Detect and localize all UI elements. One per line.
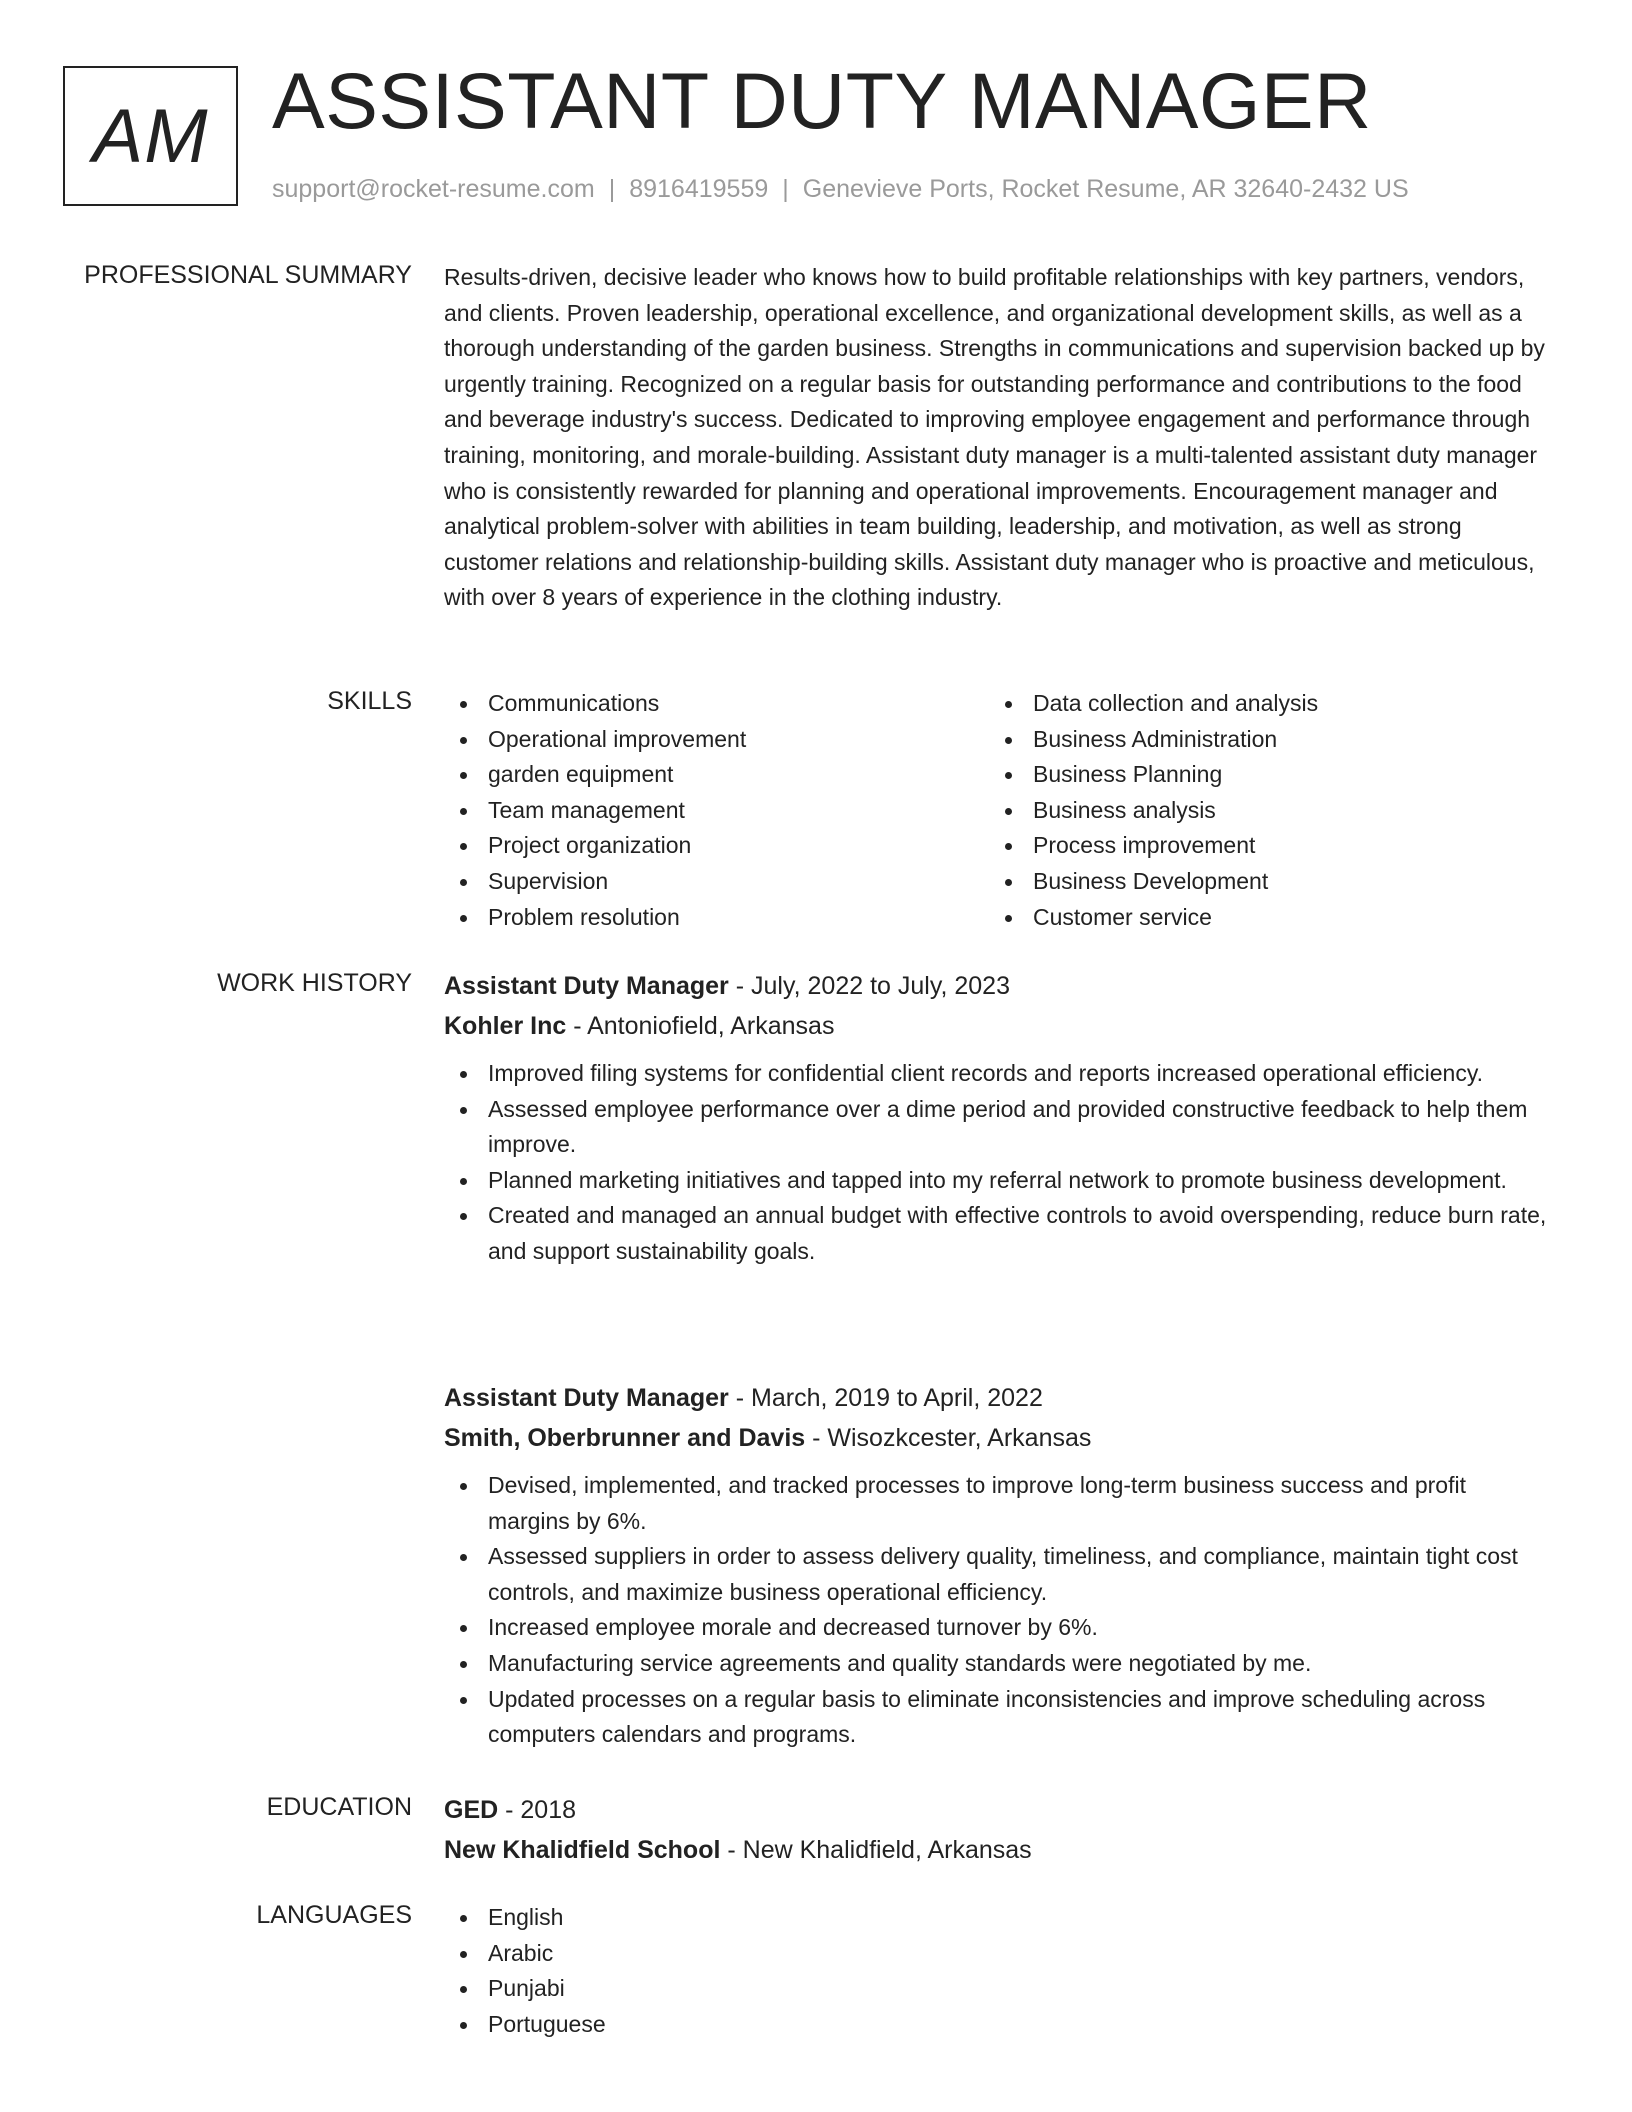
contact-separator: | [608, 175, 616, 203]
job-bullet: Increased employee morale and decreased turnover by 6%. [444, 1610, 1549, 1646]
language-item: Punjabi [444, 1971, 1549, 2007]
languages-heading: LANGUAGES [256, 1901, 412, 1929]
job-dates: - July, 2022 to July, 2023 [728, 972, 1010, 1000]
languages-body [444, 1900, 1549, 2042]
skill-item: Business Development [989, 864, 1534, 900]
job-title: Assistant Duty Manager [444, 972, 729, 1000]
job-company-line [444, 1418, 1549, 1458]
education-location: - New Khalidfield, Arkansas [720, 1836, 1032, 1864]
job-bullet: Planned marketing initiatives and tapped into my referral network to promote business development. [444, 1163, 1549, 1199]
skill-item: Business Administration [989, 722, 1534, 758]
skill-item: Customer service [989, 900, 1534, 936]
languages-list [444, 1900, 1549, 2042]
contact-email[interactable]: support@rocket-resume.com [272, 175, 595, 203]
resume-name: ASSISTANT DUTY MANAGER [272, 56, 1372, 145]
job-title-line [444, 1378, 1549, 1418]
summary-heading: PROFESSIONAL SUMMARY [84, 261, 412, 289]
job-dates: - March, 2019 to April, 2022 [728, 1384, 1043, 1412]
skill-item: Business Planning [989, 757, 1534, 793]
job-bullets [444, 1468, 1549, 1753]
job-bullet: Assessed employee performance over a dime period and provided constructive feedback to help them improve. [444, 1092, 1549, 1163]
skill-item: Process improvement [989, 828, 1534, 864]
monogram-initials: AM [63, 66, 238, 206]
summary-body [444, 260, 1549, 616]
job-location: - Antoniofield, Arkansas [566, 1012, 835, 1040]
contact-line [272, 174, 1409, 204]
skill-item: Communications [444, 686, 989, 722]
contact-address: Genevieve Ports, Rocket Resume, AR 32640-2432 US [802, 175, 1409, 203]
work-history-body [444, 966, 1549, 1270]
contact-phone[interactable]: 8916419559 [629, 175, 769, 203]
job-entry [444, 966, 1549, 1270]
education-school-line [444, 1830, 1549, 1870]
job-company: Smith, Oberbrunner and Davis [444, 1424, 806, 1452]
job-company: Kohler Inc [444, 1012, 567, 1040]
job-company-line [444, 1006, 1549, 1046]
job-title: Assistant Duty Manager [444, 1384, 729, 1412]
job-title-line [444, 966, 1549, 1006]
education-degree-line [444, 1790, 1549, 1830]
job-bullet: Updated processes on a regular basis to eliminate inconsistencies and improve scheduling across computers calendars and programs. [444, 1682, 1549, 1753]
job-location: - Wisozkcester, Arkansas [805, 1424, 1092, 1452]
job-bullet: Manufacturing service agreements and quality standards were negotiated by me. [444, 1646, 1549, 1682]
job-entry [444, 1378, 1549, 1753]
language-item: Portuguese [444, 2007, 1549, 2043]
education-year: - 2018 [498, 1796, 577, 1824]
skill-item: Team management [444, 793, 989, 829]
work-history-heading: WORK HISTORY [217, 969, 412, 997]
skills-heading: SKILLS [327, 687, 412, 715]
education-degree: GED [444, 1796, 499, 1824]
work-history-body-2 [444, 1378, 1549, 1753]
job-bullets [444, 1056, 1549, 1270]
skill-item: garden equipment [444, 757, 989, 793]
education-heading: EDUCATION [266, 1793, 412, 1821]
skill-item: Problem resolution [444, 900, 989, 936]
education-school: New Khalidfield School [444, 1836, 721, 1864]
job-bullet: Created and managed an annual budget with effective controls to avoid overspending, reduce burn rate, and support sustainability goals. [444, 1198, 1549, 1269]
skill-item: Project organization [444, 828, 989, 864]
language-item: Arabic [444, 1936, 1549, 1972]
summary-text: Results-driven, decisive leader who knows how to build profitable relationships with key partners, vendors, and clients. Proven leadership, operational excellence, and organizational development skills, as well as a thorough understanding of the garden business. Strengths in communications and supervision backed up by urgently training. Recognized on a regular basis for outstanding performance and contributions to the food and beverage industry's success. Dedicated to improving employee engagement and performance through training, monitoring, and morale-building. Assistant duty manager is a multi-talented assistant duty manager who is consistently rewarded for planning and operational improvements. Encouragement manager and analytical problem-solver with abilities in team building, leadership, and motivation, as well as strong customer relations and relationship-building skills. Assistant duty manager who is proactive and meticulous, with over 8 years of experience in the clothing industry. [444, 264, 1545, 611]
job-bullet: Improved filing systems for confidential client records and reports increased operational efficiency. [444, 1056, 1549, 1092]
job-bullet: Devised, implemented, and tracked processes to improve long-term business success and profit margins by 6%. [444, 1468, 1549, 1539]
skill-item: Operational improvement [444, 722, 989, 758]
skill-item: Business analysis [989, 793, 1534, 829]
skill-item: Supervision [444, 864, 989, 900]
skills-body [444, 686, 1549, 935]
job-bullet: Assessed suppliers in order to assess delivery quality, timeliness, and compliance, maintain tight cost controls, and maximize business operational efficiency. [444, 1539, 1549, 1610]
language-item: English [444, 1900, 1549, 1936]
education-body [444, 1790, 1549, 1870]
skill-item: Data collection and analysis [989, 686, 1534, 722]
contact-separator: | [782, 175, 789, 203]
skills-list-right [989, 686, 1534, 935]
skills-list-left [444, 686, 989, 935]
